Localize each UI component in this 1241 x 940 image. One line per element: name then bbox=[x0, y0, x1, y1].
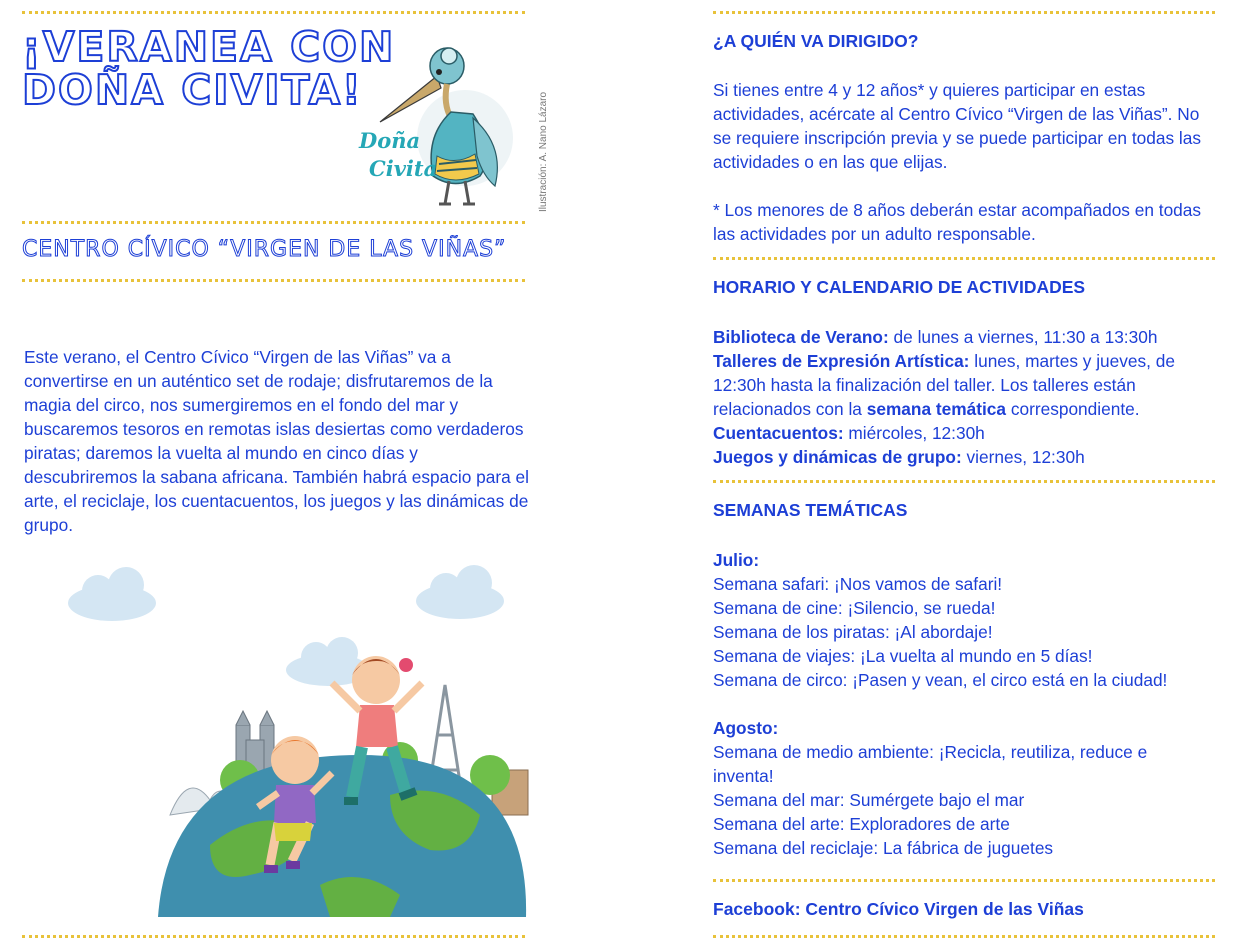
title-line-2: DOÑA CIVITA! bbox=[22, 66, 363, 114]
kids-globe-illustration bbox=[60, 565, 530, 920]
divider-top-right bbox=[713, 11, 1215, 14]
schedule-heading: HORARIO Y CALENDARIO DE ACTIVIDADES bbox=[713, 277, 1086, 297]
schedule-block bbox=[713, 325, 1218, 469]
list-item: Semana de viajes: ¡La vuelta al mundo en 5 días! bbox=[713, 646, 1093, 666]
page-title bbox=[22, 23, 396, 114]
schedule-workshops bbox=[713, 349, 1218, 421]
themes-heading: SEMANAS TEMÁTICAS bbox=[713, 500, 908, 520]
games-text: viernes, 12:30h bbox=[961, 447, 1085, 467]
list-item: Semana safari: ¡Nos vamos de safari! bbox=[713, 574, 1003, 594]
divider-right-2 bbox=[713, 480, 1215, 483]
list-item: Semana de cine: ¡Silencio, se rueda! bbox=[713, 598, 996, 618]
intro-paragraph: Este verano, el Centro Cívico “Virgen de las Viñas” va a convertirse en un auténtico set de rodaje; disfrutaremos de la magia del circo, nos sumergiremos en el fondo del mar y buscaremos tesoros en remotas islas desiertas como verdaderos piratas; daremos la vuelta al mundo en cinco días y descubriremos la sabana africana. También habrá espacio para el arte, el reciclaje, los cuentacuentos, los juegos y las dinámicas de grupo. bbox=[24, 347, 529, 535]
workshops-text: lunes, martes y jueves, de 12:30h hasta la finalización del taller. Los talleres están relacionados con la bbox=[713, 351, 1175, 419]
title-line-1: ¡VERANEA CON bbox=[22, 23, 396, 71]
july-label: Julio: bbox=[713, 550, 760, 570]
divider-right-3 bbox=[713, 879, 1215, 882]
divider-top-left bbox=[22, 11, 525, 14]
list-item: Semana del arte: Exploradores de arte bbox=[713, 814, 1010, 834]
themes-block bbox=[713, 548, 1218, 860]
workshops-bold: semana temática bbox=[866, 399, 1007, 419]
cloud-icon-2 bbox=[416, 565, 504, 619]
workshops-end: correspondiente. bbox=[1006, 399, 1140, 419]
spacer bbox=[713, 692, 1218, 716]
library-text: de lunes a viernes, 11:30 a 13:30h bbox=[888, 327, 1158, 347]
library-label: Biblioteca de Verano: bbox=[713, 327, 889, 347]
list-item: Semana de medio ambiente: ¡Recicla, reutiliza, reduce e inventa! bbox=[713, 742, 1148, 786]
who-paragraph: Si tienes entre 4 y 12 años* y quieres participar en estas actividades, acércate al Centro Cívico “Virgen de las Viñas”. No se requiere inscripción previa y se puede participar en todas las actividades o en las que elijas. bbox=[713, 80, 1201, 172]
workshops-label: Talleres de Expresión Artística: bbox=[713, 351, 970, 371]
divider-left-1 bbox=[22, 221, 525, 224]
who-note: * Los menores de 8 años deberán estar acompañados en todas las actividades por un adulto responsable. bbox=[713, 200, 1202, 244]
who-heading: ¿A QUIÉN VA DIRIGIDO? bbox=[713, 31, 919, 51]
list-item: Semana del reciclaje: La fábrica de juguetes bbox=[713, 838, 1054, 858]
mascot-illustration bbox=[355, 26, 525, 211]
august-label: Agosto: bbox=[713, 718, 779, 738]
list-item: Semana del mar: Sumérgete bajo el mar bbox=[713, 790, 1025, 810]
cloud-icon bbox=[68, 567, 156, 621]
illustration-credit: Ilustración: A. Nano Lázaro bbox=[538, 91, 549, 212]
divider-left-2 bbox=[22, 279, 525, 282]
subtitle: CENTRO CÍVICO “VIRGEN DE LAS VIÑAS” bbox=[22, 237, 507, 262]
mascot-name-1: Doña bbox=[359, 128, 421, 153]
divider-right-1 bbox=[713, 257, 1215, 260]
list-item: Semana de circo: ¡Pasen y vean, el circo está en la ciudad! bbox=[713, 670, 1168, 690]
stories-text: miércoles, 12:30h bbox=[843, 423, 985, 443]
facebook-link[interactable]: Facebook: Centro Cívico Virgen de las Viñas bbox=[713, 899, 1084, 919]
schedule-games bbox=[713, 445, 1218, 469]
games-label: Juegos y dinámicas de grupo: bbox=[713, 447, 962, 467]
schedule-library bbox=[713, 325, 1218, 349]
list-item: Semana de los piratas: ¡Al abordaje! bbox=[713, 622, 993, 642]
divider-bottom-right bbox=[713, 935, 1215, 938]
stories-label: Cuentacuentos: bbox=[713, 423, 844, 443]
divider-bottom-left bbox=[22, 935, 525, 938]
schedule-stories bbox=[713, 421, 1218, 445]
mascot-name-2: Civita bbox=[369, 156, 438, 181]
